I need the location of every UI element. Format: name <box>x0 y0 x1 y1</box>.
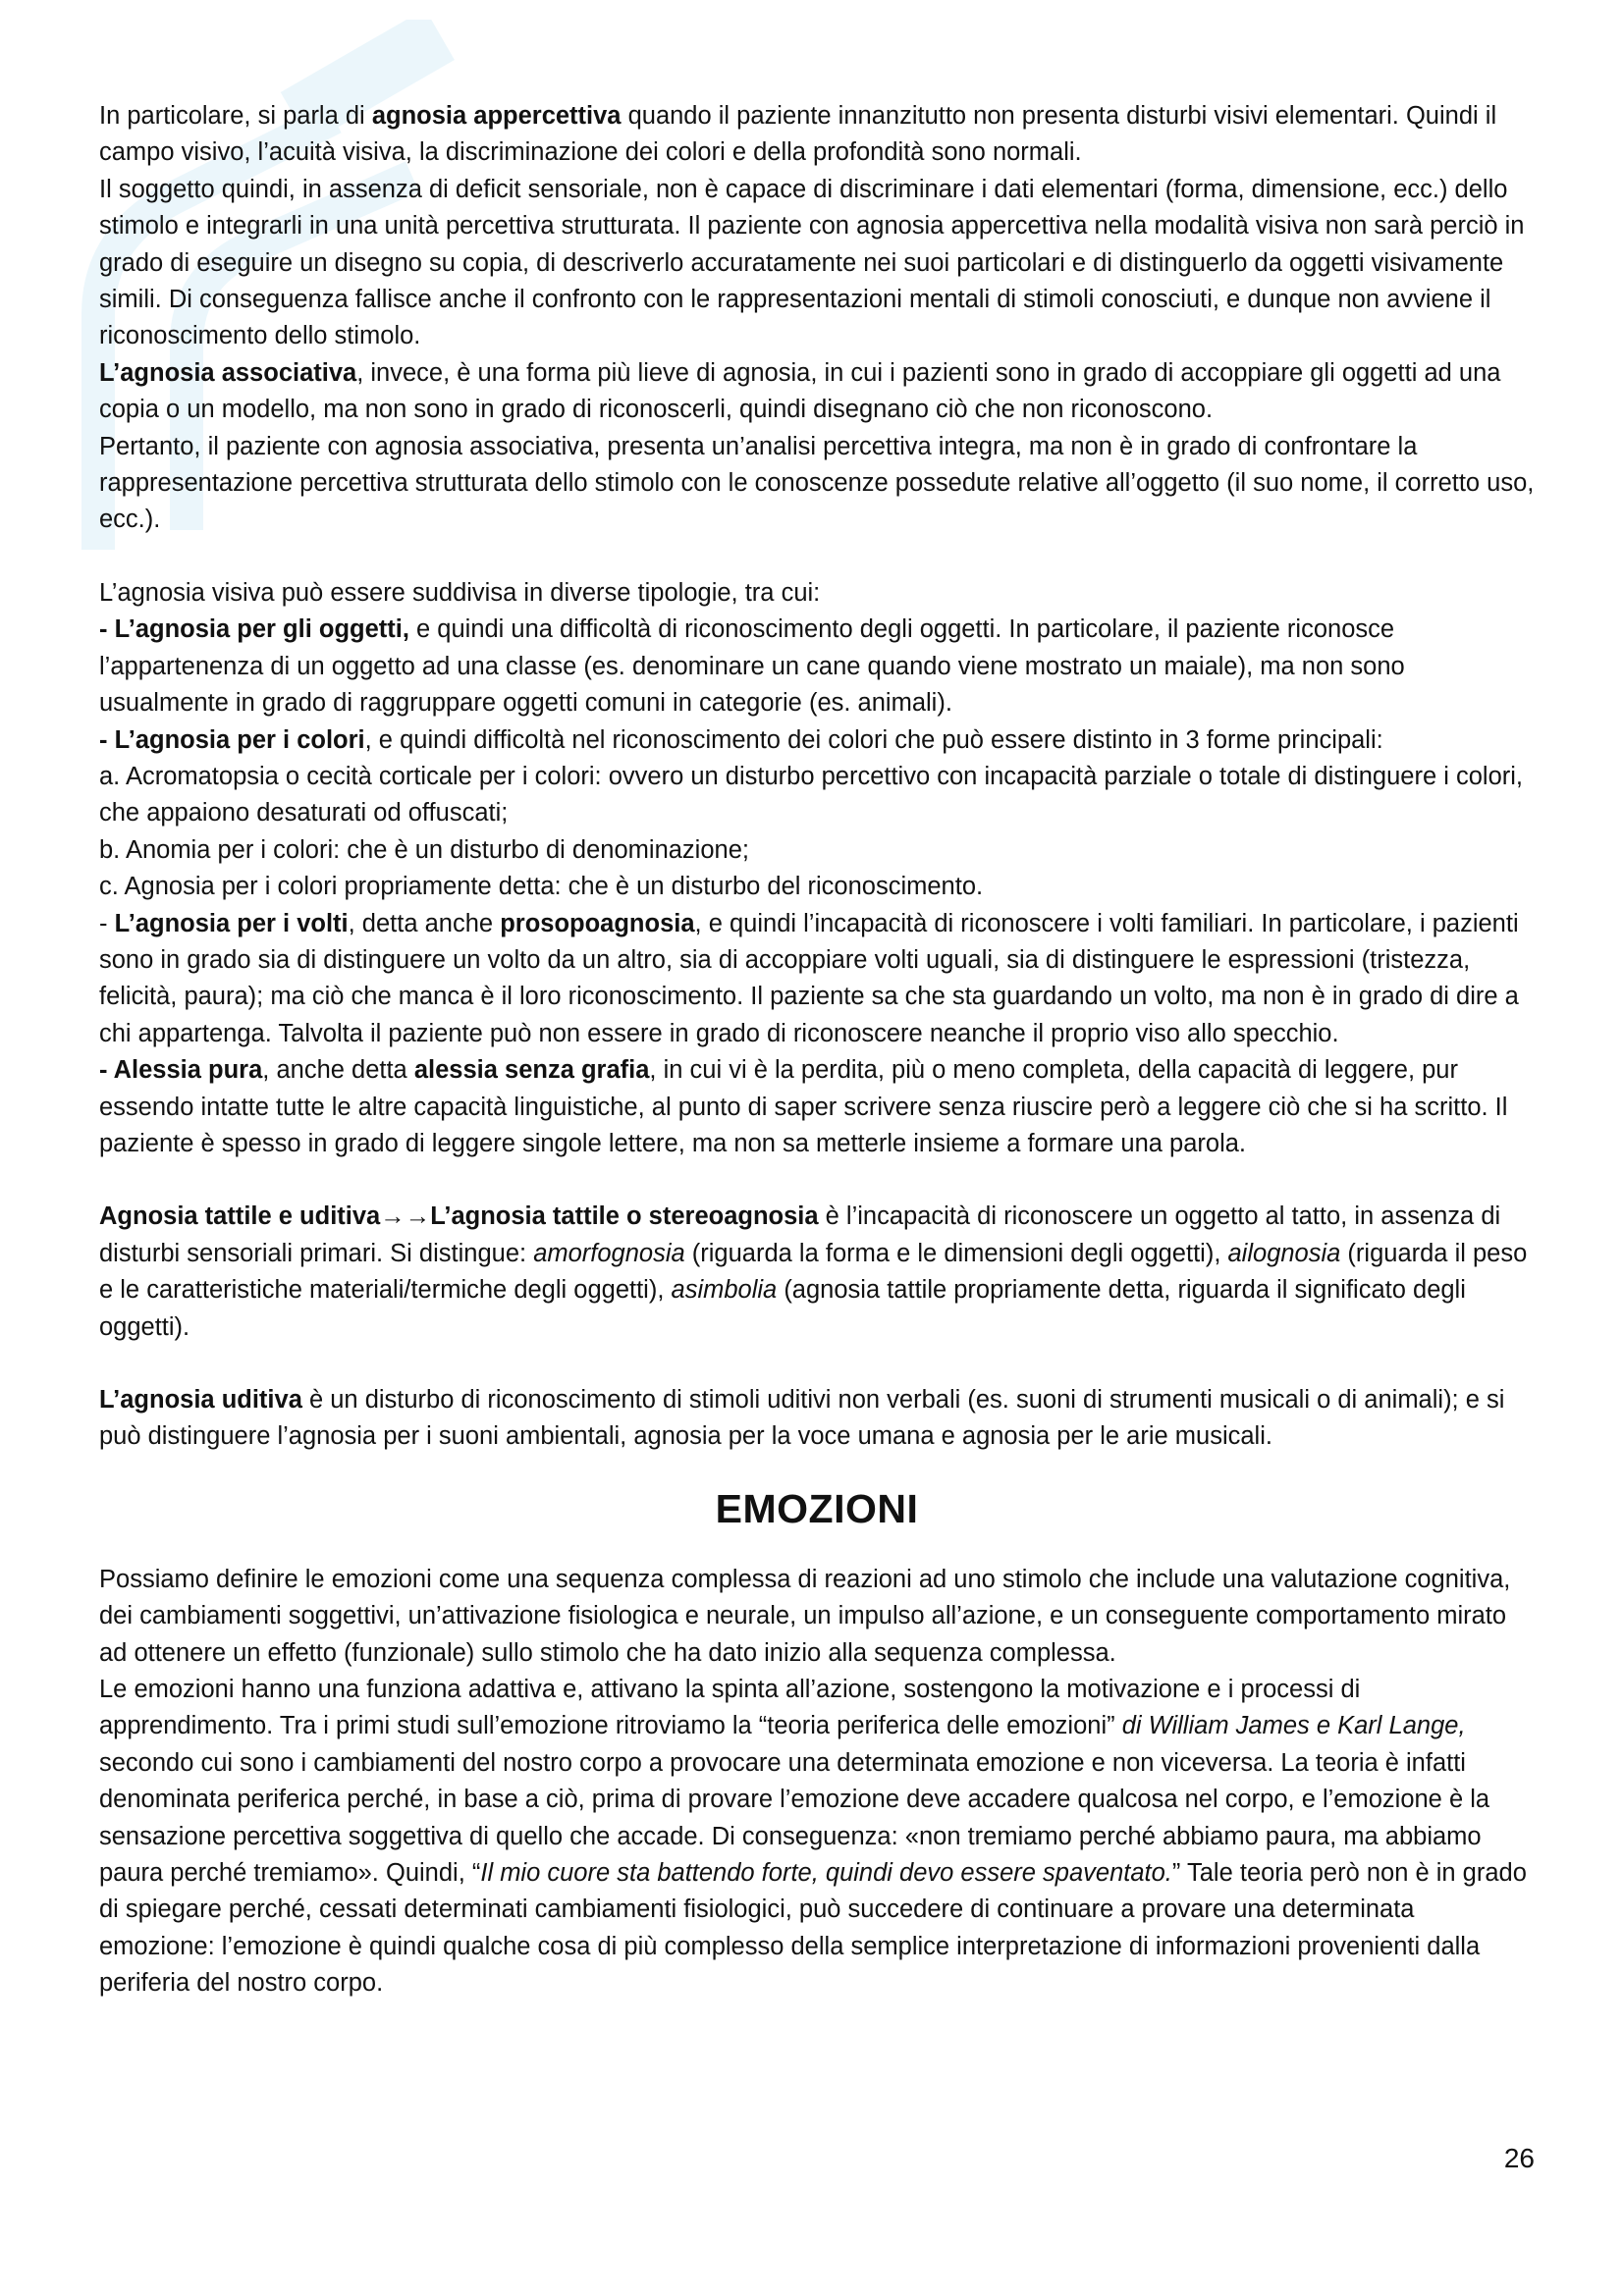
paragraph-emozioni-teoria: Le emozioni hanno una funziona adattiva e, attivano la spinta all’azione, sostengono la motivazione e i processi di apprendimento. Tra i primi studi sull’emozione ritroviamo la “teoria periferica delle emozioni” di William James e Karl Lange, secondo cui sono i cambiamenti del nostro corpo a provocare una determinata emozione e non viceversa. La teoria è infatti denominata periferica perché, in base a ciò, prima di provare l’emozione deve accadere qualcosa nel corpo, e l’emozione è la sensazione percettiva soggettiva di quello che accade. Di conseguenza: «non tremiamo perché abbiamo paura, ma abbiamo paura perché tremiamo». Quindi, “Il mio cuore sta battendo forte, quindi devo essere spaventato.” Tale teoria però non è in grado di spiegare perché, cessati determinati cambiamenti fisiologici, può succedere di continuare a provare una determinata emozione: l’emozione è quindi qualche cosa di più complesso della semplice interpretazione di informazioni provenienti dalla periferia del nostro corpo. <box>99 1676 1527 1998</box>
paragraph-agnosia-appercettiva: In particolare, si parla di agnosia appercettiva quando il paziente innanzitutto non presenta disturbi visivi elementari. Quindi il campo visivo, l’acuità visiva, la discriminazione dei colori e della profondità sono normali. <box>99 102 1497 167</box>
paragraph-agnosia-tattile: Agnosia tattile e uditiva→→L’agnosia tattile o stereoagnosia è l’incapacità di riconoscere un oggetto al tatto, in assenza di disturbi sensoriali primari. Si distingue: amorfognosia (riguarda la forma e le dimensioni degli oggetti), ailognosia (riguarda il peso e le caratteristiche materiali/termiche degli oggetti), asimbolia (agnosia tattile propriamente detta, riguarda il significato degli oggetti). <box>99 1202 1528 1341</box>
list-item-alessia-pura: - Alessia pura, anche detta alessia senza grafia, in cui vi è la perdita, più o meno completa, della capacità di leggere, pur essendo intatte tutte le altre capacità linguistiche, al punto di saper scrivere senza riuscire però a leggere ciò che si ha scritto. Il paziente è spesso in grado di leggere singole lettere, ma non sa metterle insieme a formare una parola. <box>99 1056 1508 1157</box>
paragraph-emozioni-definizione: Possiamo definire le emozioni come una sequenza complessa di reazioni ad uno stimolo che include una valutazione cognitiva, dei cambiamenti soggettivi, un’attivazione fisiologica e neurale, un impulso all’azione, e un conseguente comportamento mirato ad ottenere un effetto (funzionale) sullo stimolo che ha dato inizio alla sequenza complessa. <box>99 1565 1511 1667</box>
list-item-anomia: b. Anomia per i colori: che è un disturbo di denominazione; <box>99 835 749 864</box>
list-item-acromatopsia: a. Acromatopsia o cecità corticale per i colori: ovvero un disturbo percettivo con incapacità parziale o totale di distinguere i colori, che appaiono desaturati od offuscati; <box>99 762 1524 828</box>
document-body <box>99 98 1535 2002</box>
paragraph-agnosia-associativa: L’agnosia associativa, invece, è una forma più lieve di agnosia, in cui i pazienti sono in grado di accoppiare gli oggetti ad una copia o un modello, ma non sono in grado di riconoscerli, quindi disegnano ciò che non riconoscono. <box>99 358 1501 424</box>
section-title: EMOZIONI <box>715 1485 919 1531</box>
paragraph-pertanto: Pertanto, il paziente con agnosia associativa, presenta un’analisi percettiva integra, ma non è in grado di confrontare la rappresentazione percettiva strutturata dello stimolo con le conoscenze possedute relative all’oggetto (il suo nome, il corretto uso, ecc.). <box>99 432 1535 534</box>
list-item-agnosia-volti: - L’agnosia per i volti, detta anche prosopoagnosia, e quindi l’incapacità di riconoscere i volti familiari. In particolare, i pazienti sono in grado sia di distinguere un volto da un altro, sia di accoppiare volti uguali, sia di distinguere le espressioni (tristezza, felicità, paura); ma ciò che manca è il loro riconoscimento. Il paziente sa che sta guardando un volto, ma non è in grado di dire a chi appartenga. Talvolta il paziente può non essere in grado di riconoscere neanche il proprio viso allo specchio. <box>99 909 1519 1047</box>
paragraph-agnosia-uditiva: L’agnosia uditiva è un disturbo di riconoscimento di stimoli uditivi non verbali (es. suoni di strumenti musicali o di animali); e si può distinguere l’agnosia per i suoni ambientali, agnosia per la voce umana e agnosia per le arie musicali. <box>99 1386 1505 1451</box>
paragraph-tipologie-intro: L’agnosia visiva può essere suddivisa in diverse tipologie, tra cui: <box>99 578 821 607</box>
list-item-agnosia-colori: - L’agnosia per i colori, e quindi difficoltà nel riconoscimento dei colori che può essere distinto in 3 forme principali: <box>99 725 1383 754</box>
list-item-agnosia-colori-propria: c. Agnosia per i colori propriamente detta: che è un disturbo del riconoscimento. <box>99 873 984 901</box>
paragraph-soggetto: Il soggetto quindi, in assenza di deficit sensoriale, non è capace di discriminare i dati elementari (forma, dimensione, ecc.) dello stimolo e integrarli in una unità percettiva strutturata. Il paziente con agnosia appercettiva nella modalità visiva non sarà perciò in grado di eseguire un disegno su copia, di descriverlo accuratamente nei suoi particolari e di distinguerlo da oggetti visivamente simili. Di conseguenza fallisce anche il confronto con le rappresentazioni mentali di stimoli conosciuti, e dunque non avviene il riconoscimento dello stimolo. <box>99 175 1525 350</box>
page-number: 26 <box>1503 2143 1535 2173</box>
list-item-agnosia-oggetti: - L’agnosia per gli oggetti, e quindi una difficoltà di riconoscimento degli oggetti. In particolare, il paziente riconosce l’appartenenza di un oggetto ad una classe (es. denominare un cane quando viene mostrato un maiale), ma non sono usualmente in grado di raggruppare oggetti comuni in categorie (es. animali). <box>99 615 1405 718</box>
